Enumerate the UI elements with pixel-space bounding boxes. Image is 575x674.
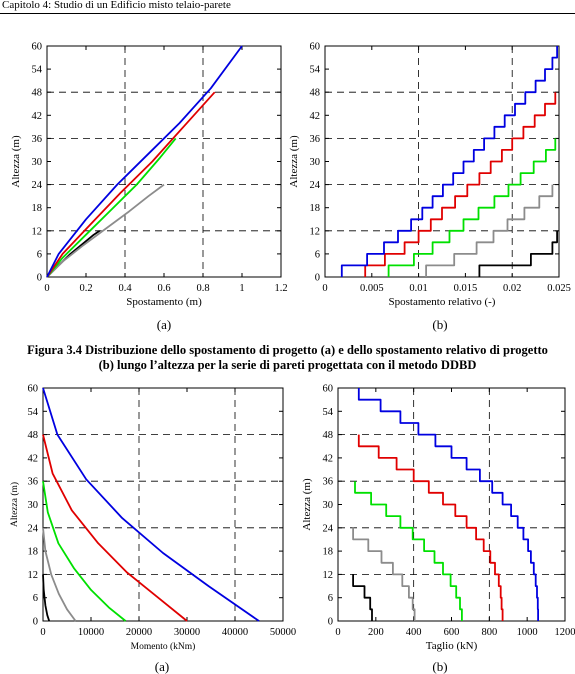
x-tick-label: 30000 [174, 627, 200, 638]
y-tick-label: 24 [28, 523, 39, 534]
x-axis-label: Momento (kNm) [131, 641, 196, 652]
chart-relative-displacement [288, 40, 568, 320]
y-tick-label: 60 [28, 384, 39, 395]
y-tick-label: 12 [28, 570, 39, 581]
x-tick-label: 0.6 [157, 283, 170, 294]
plot-frame [43, 388, 283, 621]
y-tick-label: 24 [310, 180, 321, 191]
y-tick-label: 6 [37, 249, 42, 260]
x-tick-label: 1 [239, 283, 244, 294]
x-tick-label: 600 [444, 627, 460, 638]
y-tick-label: 42 [323, 453, 334, 464]
y-tick-label: 48 [28, 430, 39, 441]
x-tick-label: 0.8 [196, 283, 209, 294]
y-tick-label: 6 [315, 249, 320, 260]
y-tick-label: 36 [310, 134, 321, 145]
y-tick-label: 42 [28, 453, 39, 464]
plot-frame [47, 46, 281, 277]
y-tick-label: 0 [33, 617, 38, 628]
y-tick-label: 42 [310, 111, 321, 122]
y-tick-label: 18 [28, 547, 39, 558]
y-tick-label: 54 [323, 407, 334, 418]
running-header: Capitolo 4: Studio di un Edificio misto telaio-parete [0, 0, 575, 14]
series-line-3 [43, 481, 126, 621]
y-tick-label: 36 [32, 134, 43, 145]
x-tick-label: 0.4 [118, 283, 132, 294]
y-tick-label: 6 [328, 593, 333, 604]
x-tick-label: 400 [406, 627, 422, 638]
y-tick-label: 30 [323, 500, 334, 511]
y-tick-label: 18 [310, 203, 321, 214]
x-axis-label: Spostamento relativo (-) [389, 296, 496, 308]
y-tick-label: 54 [310, 65, 321, 76]
panel-label-b: (b) [420, 318, 460, 332]
x-tick-label: 0 [44, 283, 49, 294]
x-tick-label: 1000 [517, 627, 538, 638]
y-tick-label: 30 [310, 157, 321, 168]
y-axis-label: Altezza (m) [288, 135, 300, 188]
series-line-1 [479, 231, 557, 277]
chart-shear [291, 386, 575, 667]
y-tick-label: 24 [32, 180, 43, 191]
series-line-1 [353, 574, 372, 621]
y-tick-label: 0 [37, 273, 42, 284]
series-line-5 [47, 46, 242, 277]
y-axis-label: Altezza (m) [10, 135, 22, 188]
y-tick-label: 24 [323, 523, 334, 534]
y-tick-label: 30 [28, 500, 39, 511]
figure-caption: Figura 3.4 Distribuzione dello spostamento di progetto (a) e dello spostamento relativo di progetto (b) lungo l’altezza per la serie di pareti progettata con il metodo DDBD [20, 343, 555, 373]
y-tick-label: 12 [310, 226, 321, 237]
x-tick-label: 200 [368, 627, 384, 638]
y-tick-label: 60 [32, 42, 43, 53]
y-tick-label: 0 [315, 273, 320, 284]
x-axis-label: Taglio (kN) [426, 640, 478, 652]
x-axis-label: Spostamento (m) [126, 296, 202, 308]
y-tick-label: 0 [328, 617, 333, 628]
x-tick-label: 40000 [222, 627, 248, 638]
y-tick-label: 12 [323, 570, 334, 581]
x-tick-label: 20000 [126, 627, 152, 638]
y-tick-label: 30 [32, 157, 43, 168]
y-tick-label: 60 [310, 42, 321, 53]
x-tick-label: 10000 [78, 627, 104, 638]
x-tick-label: 0 [322, 283, 327, 294]
x-tick-label: 0 [40, 627, 45, 638]
y-tick-label: 54 [28, 407, 39, 418]
x-tick-label: 1200 [555, 627, 575, 638]
x-tick-label: 0.2 [79, 283, 92, 294]
y-tick-label: 48 [323, 430, 334, 441]
panel-label-b-bottom: (b) [420, 660, 460, 674]
y-tick-label: 54 [32, 65, 43, 76]
chart-moment [0, 386, 290, 667]
series-line-3 [47, 138, 176, 277]
y-tick-label: 36 [323, 477, 334, 488]
y-tick-label: 18 [323, 547, 334, 558]
x-tick-label: 0.005 [360, 283, 384, 294]
x-tick-label: 0.01 [409, 283, 427, 294]
y-tick-label: 36 [28, 477, 39, 488]
chart-displacement [0, 40, 290, 320]
x-tick-label: 0 [335, 627, 340, 638]
y-tick-label: 48 [310, 88, 321, 99]
y-tick-label: 6 [33, 593, 38, 604]
y-tick-label: 60 [323, 384, 334, 395]
x-tick-label: 0.025 [547, 283, 571, 294]
x-tick-label: 800 [481, 627, 497, 638]
y-tick-label: 18 [32, 203, 43, 214]
panel-label-a-bottom: (a) [142, 660, 182, 674]
series-line-5 [43, 388, 259, 621]
y-tick-label: 42 [32, 111, 43, 122]
x-tick-label: 0.02 [503, 283, 521, 294]
y-tick-label: 48 [32, 88, 43, 99]
y-axis-label: Altezza (m) [301, 478, 313, 531]
x-tick-label: 0.015 [454, 283, 478, 294]
x-tick-label: 1.2 [274, 283, 287, 294]
y-axis-label: Altezza (m) [9, 482, 20, 527]
panel-label-a: (a) [144, 318, 184, 332]
x-tick-label: 50000 [270, 627, 296, 638]
y-tick-label: 12 [32, 226, 43, 237]
